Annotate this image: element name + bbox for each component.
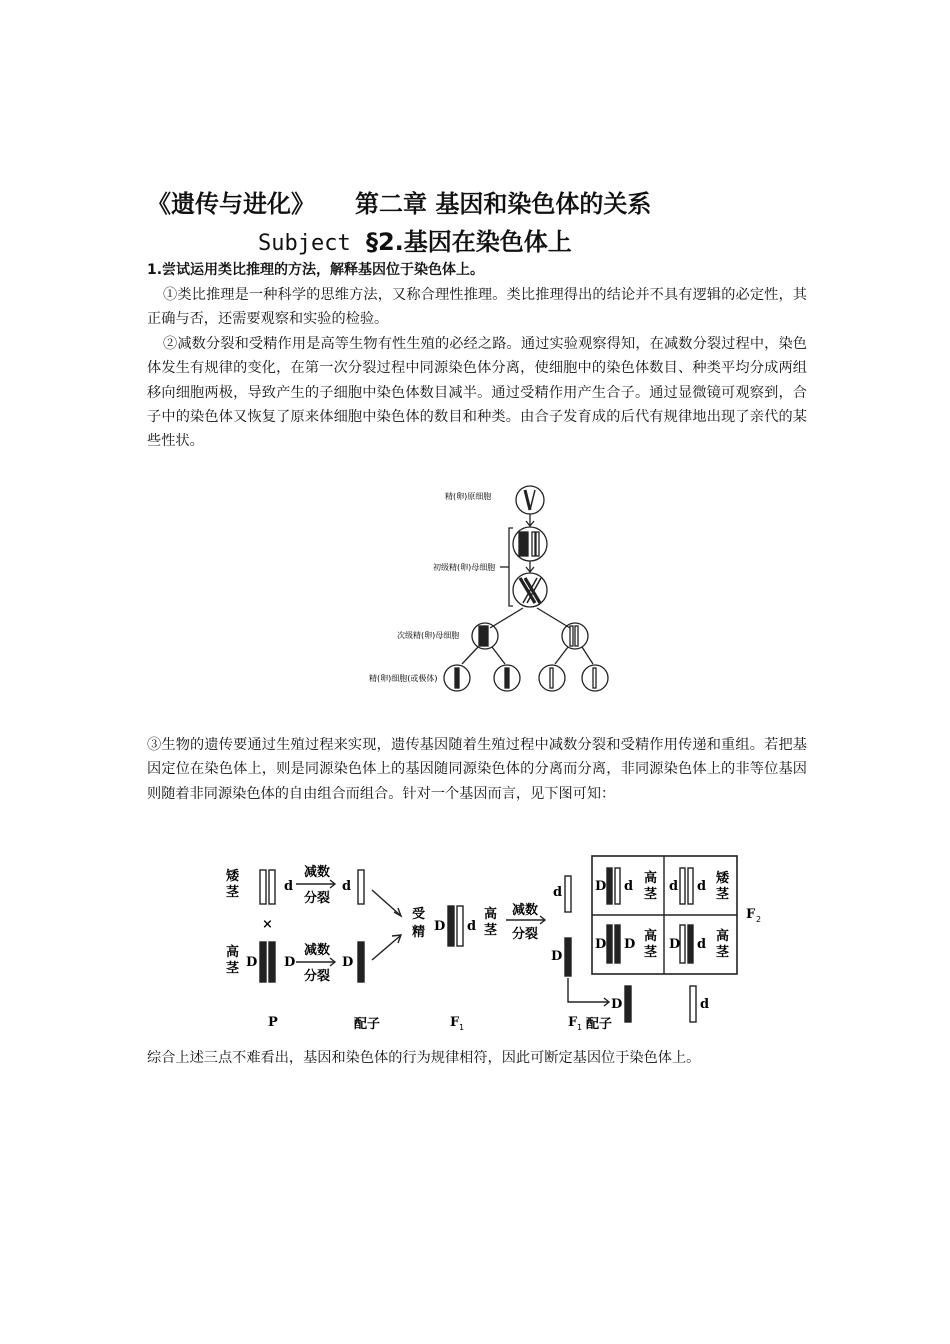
paragraph-1: ①类比推理是一种科学的思维方法，又称合理性推理。类比推理得出的结论并不具有逻辑的必定性，其正确与否，还需要观察和实验的检验。 (147, 287, 807, 328)
cell1-trait-2: 茎 (644, 887, 658, 902)
meiosis-label-a2: 分裂 (304, 891, 331, 906)
meiosis-label-b1: 减数 (304, 943, 331, 958)
p-tall-allele-left: D (246, 955, 258, 970)
cross-sign: × (262, 917, 273, 932)
f1-gamete-F: F (568, 1015, 578, 1030)
meiosis-label-a1: 减数 (304, 865, 331, 880)
gamete-d-allele: d (342, 879, 352, 894)
document-title (147, 184, 651, 219)
cell1-trait-1: 高 (644, 871, 658, 886)
question-heading: 1.尝试运用类比推理的方法，解释基因位于染色体上。 (147, 262, 485, 278)
gamete-label: 配子 (354, 1017, 381, 1032)
cell1-gene-b: d (624, 879, 634, 894)
cross-diagram (222, 850, 767, 1035)
p-tall-label-1: 高 (226, 945, 240, 960)
p-generation-label: P (268, 1015, 278, 1030)
f1-label: F (450, 1015, 460, 1030)
cell3-gene-a: D (595, 937, 607, 952)
f1-gamete-d: d (553, 885, 563, 900)
cell4-trait-1: 高 (716, 929, 730, 944)
cell2-trait-2: 茎 (716, 887, 730, 902)
label-primordial: 精(卵)原细胞 (445, 492, 492, 501)
chapter-title: 第二章 基因和染色体的关系 (355, 190, 652, 218)
gamete-D-allele: D (342, 955, 354, 970)
paragraph-4: 综合上述三点不难看出，基因和染色体的行为规律相符，因此可断定基因位于染色体上。 (147, 1050, 701, 1066)
fertilization-label-2: 精 (412, 925, 426, 940)
f1-allele-D: D (434, 919, 446, 934)
label-gamete: 精(卵)细胞(或极体) (369, 674, 438, 683)
f1-tall-label-2: 茎 (484, 923, 498, 938)
cell2-gene-b: d (697, 879, 707, 894)
f1-tall-label-1: 高 (484, 907, 498, 922)
subject-prefix: Subject (258, 231, 351, 256)
label-primary: 初级精(卵)母细胞 (433, 563, 496, 572)
f2-subscript: 2 (756, 915, 762, 924)
lower-allele-D: D (611, 997, 623, 1012)
book-title: 《遗传与进化》 (147, 190, 315, 218)
cell4-gene-b: d (697, 937, 707, 952)
cell4-trait-2: 茎 (716, 945, 730, 960)
f1-gamete-subscript: 1 (577, 1023, 583, 1032)
section-title (258, 222, 572, 257)
p-dwarf-label-1: 矮 (226, 869, 240, 884)
primary-cell-1 (513, 527, 547, 561)
cell2-trait-1: 矮 (716, 871, 730, 886)
section-name: §2.基因在染色体上 (365, 228, 572, 256)
f1-subscript: 1 (459, 1023, 465, 1032)
f2-label: F (746, 907, 756, 922)
meiosis-label-c1: 减数 (512, 903, 539, 918)
p-tall-label-2: 茎 (226, 961, 240, 976)
paragraph-3: ③生物的遗传要通过生殖过程来实现，遗传基因随着生殖过程中减数分裂和受精作用传递和重组。若把基因定位在染色体上，则是同源染色体上的基因随同源染色体的分离而分离，非同源染色体上的非等位基因则随着非同源染色体的自由组合而组合。针对一个基因而言，见下图可知： (147, 737, 807, 802)
fertilization-label-1: 受 (412, 907, 426, 922)
cell2-gene-a: d (669, 879, 679, 894)
paragraph-2: ②减数分裂和受精作用是高等生物有性生殖的必经之路。通过实验观察得知，在减数分裂过程中，染色体发生有规律的变化，在第一次分裂过程中同源染色体分离，使细胞中的染色体数目、种类平均分成两组移向细胞两极，导致产生的子细胞中染色体数目减半。通过受精作用产生合子。通过显微镜可观察到，合子中的染色体又恢复了原来体细胞中染色体的数目和种类。由合子发育成的后代有规律地出现了亲代的某些性状。 (147, 336, 807, 450)
f1-gamete-D: D (551, 949, 563, 964)
p-tall-allele-right: D (284, 955, 296, 970)
meiosis-label-c2: 分裂 (512, 927, 539, 942)
gamete-cell-3 (539, 665, 565, 691)
lower-allele-d: d (700, 997, 710, 1012)
p-dwarf-allele: d (284, 879, 294, 894)
gamete-cell-4 (582, 665, 608, 691)
meiosis-diagram (365, 478, 615, 700)
cell4-gene-a: D (669, 937, 681, 952)
label-secondary: 次级精(卵)母细胞 (397, 631, 460, 640)
f1-gamete-label: 配子 (586, 1017, 613, 1032)
f1-allele-d: d (467, 919, 477, 934)
cell3-trait-1: 高 (644, 929, 658, 944)
p-dwarf-label-2: 茎 (226, 885, 240, 900)
cell3-trait-2: 茎 (644, 945, 658, 960)
meiosis-label-b2: 分裂 (304, 969, 331, 984)
cell3-gene-b: D (624, 937, 636, 952)
cell1-gene-a: D (595, 879, 607, 894)
